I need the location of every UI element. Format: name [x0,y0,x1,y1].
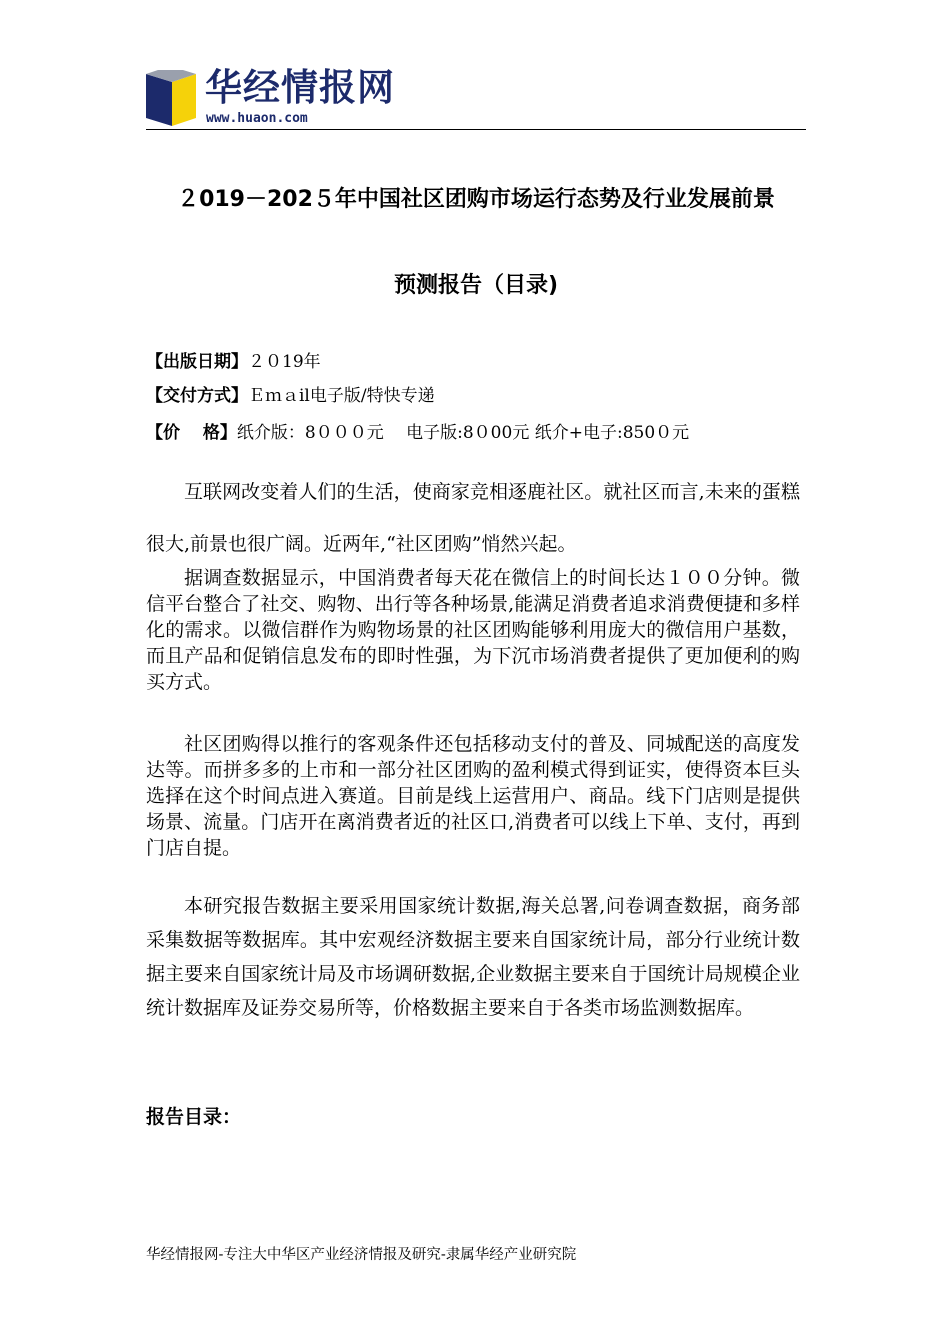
intro-paragraph-2: 据调查数据显示，中国消费者每天花在微信上的时间长达１００分钟。微信平台整合了社交、购物、出行等各种场景,能满足消费者追求消费便捷和多样化的需求。以微信群作为购物场景的社区团购能够利用庞大的微信用户基数，而且产品和促销信息发布的即时性强，为下沉市场消费者提供了更加便利的购买方式。 [146,567,800,693]
publish-date-value: ２０19年 [248,352,321,372]
page-footer: 华经情报网-专注大中华区产业经济情报及研究-隶属华经产业研究院 [146,1247,577,1263]
publish-date-row [146,350,321,374]
data-source-paragraph: 本研究报告数据主要采用国家统计数据,海关总署,问卷调查数据，商务部采集数据等数据库。其中宏观经济数据主要来自国家统计局，部分行业统计数据主要来自国家统计局及市场调研数据,企业数据主要来自于国统计局规模企业统计数据库及证券交易所等，价格数据主要来自于各类市场监测数据库。 [146,895,800,1019]
intro-paragraph-1: 互联网改变着人们的生活，使商家竞相逐鹿社区。就社区而言,未来的蛋糕很大,前景也很广阔。近两年,“社区团购”悄然兴起。 [146,481,800,555]
report-title-line-2: 预测报告（目录) [393,273,559,298]
logo-icon [146,70,196,126]
publish-date-label: 【出版日期】 [146,352,248,372]
report-title-line-1: ２019－202５年中国社区团购市场运行态势及行业发展前景 [177,187,775,212]
logo-name: 华经情报网 [205,66,395,109]
delivery-method-value: Ｅｍａil电子版/特快专递 [248,386,435,406]
delivery-method-label: 【交付方式】 [146,386,248,406]
logo-url: www.huaon.com [206,111,308,126]
intro-paragraph-3: 社区团购得以推行的客观条件还包括移动支付的普及、同城配送的高度发达等。而拼多多的上市和一部分社区团购的盈利模式得到证实，使得资本巨头选择在这个时间点进入赛道。目前是线上运营用户、商品。线下门店则是提供场景、流量。门店开在离消费者近的社区口,消费者可以线上下单、支付，再到门店自提。 [146,733,800,859]
price-row [146,421,689,445]
price-label: 【价 格】 [146,423,237,443]
header-divider [146,129,806,130]
toc-heading: 报告目录： [146,1106,242,1128]
delivery-method-row [146,384,435,408]
price-value: 纸介版：8０００元 电子版:8０00元 纸介+电子:850０元 [236,423,690,443]
